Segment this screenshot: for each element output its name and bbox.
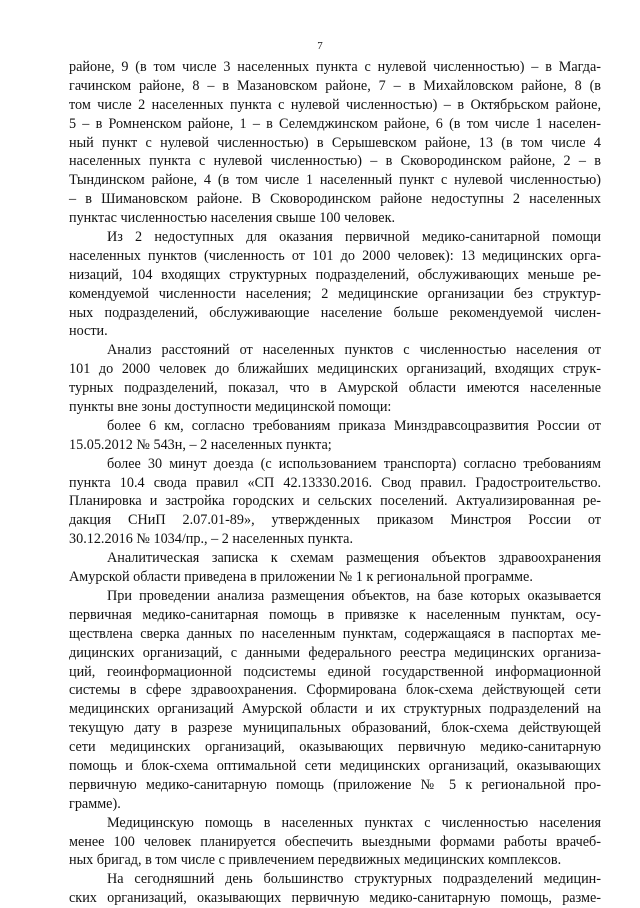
text-line: текущую дату в разрезе муниципальных образований, блок-схема действующей [69, 720, 601, 737]
body-text [69, 58, 601, 908]
text-line: При проведении анализа размещения объектов, на базе которых оказывается [107, 587, 601, 604]
text-line: 30.12.2016 № 1034/пр., – 2 населенных пункта. [69, 531, 353, 548]
text-line: пункта 10.4 свода правил «СП 42.13330.2016. Свод правил. Градостроительство. [69, 474, 601, 491]
text-line: менее 100 человек планируется обеспечить выездными формами работы врачеб- [69, 833, 601, 850]
text-line: Из 2 недоступных для оказания первичной медико-санитарной помощи [107, 229, 601, 246]
text-line: пункты вне зоны доступности медицинской помощи: [69, 399, 392, 416]
text-line: более 6 км, согласно требованиям приказа Минздравсоцразвития России от [107, 417, 601, 434]
text-line: Аналитическая записка к схемам размещения объектов здравоохранения [107, 550, 601, 567]
text-line: районе, 9 (в том числе 3 населенных пункта с нулевой численностью) – в Магда- [69, 59, 601, 75]
text-line: Анализ расстояний от населенных пунктов с численностью населения от [107, 342, 601, 359]
text-line: комендуемой численности населения; 2 медицинские организации без структур- [69, 285, 601, 302]
text-line: ности. [69, 323, 108, 340]
text-line: населенных пункта с нулевой численностью) – в Сковородинском районе, 2 – в [69, 153, 601, 170]
text-line: Планировка и застройка городских и сельских поселений. Актуализированная ре- [69, 493, 601, 510]
text-line: более 30 минут доезда (с использованием транспорта) согласно требованиям [107, 455, 601, 472]
text-line: ществлена сверка данных по населенным пунктам, содержащаяся в паспортах ме- [69, 625, 601, 642]
text-line: ных подразделений, обслуживающие население больше рекомендуемой числен- [69, 304, 601, 321]
text-line: ций, геоинформационной подсистемы единой государственной информационной [69, 663, 601, 680]
text-line: ный пункт с нулевой численностью) в Серышевском районе, 13 (в том числе 4 [69, 134, 601, 151]
text-line: Медицинскую помощь в населенных пунктах с численностью населения [107, 814, 601, 831]
text-line: пунктас численностью населения свыше 100 человек. [69, 210, 396, 227]
text-line: низаций, 104 входящих структурных подразделений, обслуживающих меньше ре- [69, 266, 601, 283]
text-line: На сегодняшний день большинство структурных подразделений медицин- [107, 871, 601, 888]
text-line: – в Шимановском районе. В Сковородинском районе недоступны 2 населенных [69, 191, 601, 208]
text-line: грамме). [69, 795, 121, 812]
text-line: турных подразделений, показал, что в Амурской области имеются населенные [69, 380, 601, 397]
text-line: ных бригад, в том числе с привлечением передвижных медицинских комплексов. [69, 852, 562, 869]
text-line: дакция СНиП 2.07.01-89», утвержденных приказом Минстроя России от [69, 512, 601, 529]
text-line: дицинских организаций, с данными федерального реестра медицинских организа- [69, 644, 601, 661]
text-line: Амурской области приведена в приложении № 1 к региональной программе. [69, 569, 533, 586]
text-line: гачинском районе, 8 – в Мазановском районе, 7 – в Михайловском районе, 8 (в [69, 77, 601, 94]
text-line: медицинских организаций Амурской области и их структурных подразделений на [69, 701, 601, 718]
text-line: ских организаций, оказывающих первичную медико-санитарную помощь, разме- [69, 890, 601, 907]
text-line: сети медицинских организаций, оказывающих первичную медико-санитарную [69, 739, 601, 756]
text-line: первичная медико-санитарная помощь в привязке к населенным пунктам, осу- [69, 606, 601, 623]
text-line: том числе 2 населенных пункта с нулевой численностью) – в Октябрьском районе, [69, 96, 601, 113]
page-number: 7 [317, 40, 323, 52]
text-line: 101 до 2000 человек до ближайших медицинских организаций, входящих струк- [69, 361, 601, 378]
text-line: 5 – в Ромненском районе, 1 – в Селемджинском районе, 6 (в том числе 1 населен- [69, 115, 601, 132]
text-line: населенных пунктов (численность от 101 до 2000 человек): 13 медицинских орга- [69, 247, 601, 264]
text-line: системы в сфере здравоохранения. Сформирована блок-схема действующей сети [69, 682, 601, 699]
text-line: Тындинском районе, 4 (в том числе 1 населенный пункт с нулевой численностью) [69, 172, 601, 189]
text-line: 15.05.2012 № 543н, – 2 населенных пункта; [69, 436, 332, 453]
text-line: первичную медико-санитарную помощь (приложение № 5 к региональной про- [69, 776, 601, 793]
text-line: помощь и блок-схема оптимальной сети медицинских организаций, оказывающих [69, 757, 601, 774]
